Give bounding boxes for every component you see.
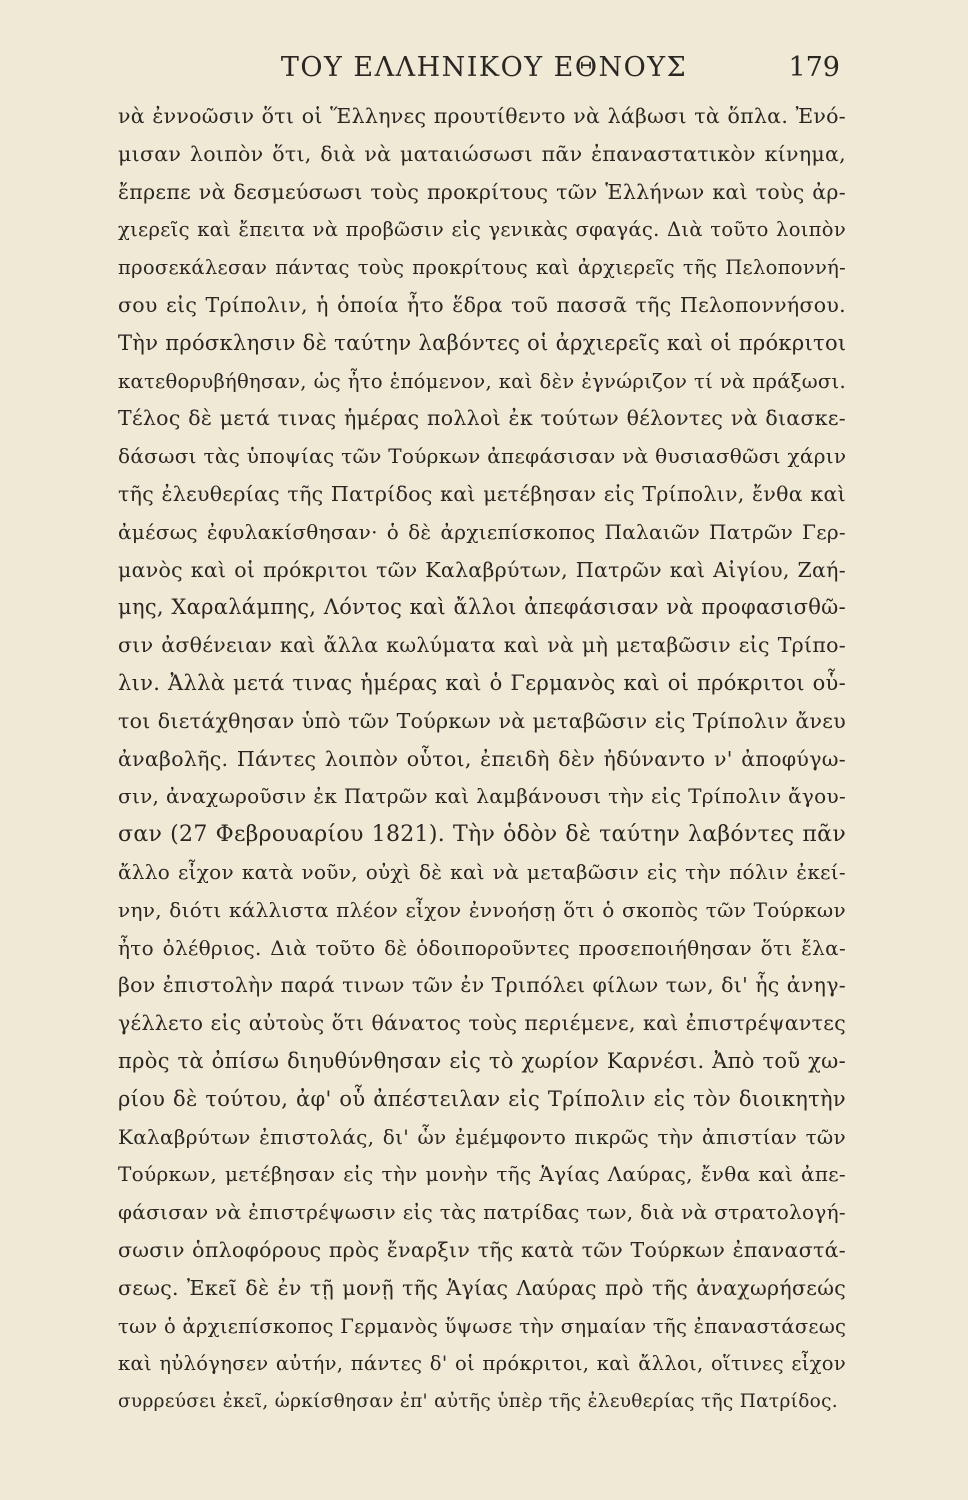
text-line: νην, διότι κάλλιστα πλέον εἶχον ἐννοήσῃ ὅτι ὁ σκοπὸς τῶν Τούρκων xyxy=(118,897,846,922)
text-line: Καλαβρύτων ἐπιστολάς, δι' ὧν ἐμέμφοντο πικρῶς τὴν ἀπιστίαν τῶν xyxy=(118,1124,846,1149)
text-line: φάσισαν νὰ ἐπιστρέψωσιν εἰς τὰς πατρίδας των, διὰ νὰ στρατολογή- xyxy=(118,1200,846,1225)
body-text xyxy=(118,98,846,1421)
text-line: σαν (27 Φεβρουαρίου 1821). Τὴν ὁδὸν δὲ ταύτην λαβόντες πᾶν xyxy=(118,822,846,848)
text-line: προσεκάλεσαν πάντας τοὺς προκρίτους καὶ ἀρχιερεῖς τῆς Πελοποννή- xyxy=(118,256,846,280)
text-line: σεως. Ἐκεῖ δὲ ἐν τῇ μονῇ τῆς Ἁγίας Λαύρας πρὸ τῆς ἀναχωρήσεώς xyxy=(118,1275,846,1300)
text-line: σωσιν ὁπλοφόρους πρὸς ἔναρξιν τῆς κατὰ τῶν Τούρκων ἐπαναστά- xyxy=(118,1237,846,1262)
text-line: ρίου δὲ τούτου, ἀφ' οὗ ἀπέστειλαν εἰς Τρίπολιν εἰς τὸν διοικητὴν xyxy=(118,1086,846,1111)
text-line: πρὸς τὰ ὀπίσω διηυθύνθησαν εἰς τὸ χωρίον Καρνέσι. Ἀπὸ τοῦ χω- xyxy=(118,1048,846,1073)
page-number: 179 xyxy=(788,52,840,83)
running-title: ΤΟΥ ΕΛΛΗΝΙΚΟΥ ΕΘΝΟΥΣ xyxy=(280,52,688,83)
text-line: γέλλετο εἰς αὐτοὺς ὅτι θάνατος τοὺς περιέμενε, καὶ ἐπιστρέψαντες xyxy=(118,1011,846,1036)
text-line: βον ἐπιστολὴν παρά τινων τῶν ἐν Τριπόλει φίλων των, δι' ἧς ἀνηγ- xyxy=(118,973,846,998)
text-line: Τέλος δὲ μετά τινας ἡμέρας πολλοὶ ἐκ τούτων θέλοντες νὰ διασκε- xyxy=(118,406,846,431)
text-line: των ὁ ἀρχιεπίσκοπος Γερμανὸς ὕψωσε τὴν σημαίαν τῆς ἐπαναστάσεως xyxy=(118,1314,847,1338)
text-line: ἀναβολῆς. Πάντες λοιπὸν οὗτοι, ἐπειδὴ δὲν ἠδύναντο ν' ἀποφύγω- xyxy=(118,746,846,771)
text-line: δάσωσι τὰς ὑποψίας τῶν Τούρκων ἀπεφάσισαν νὰ θυσιασθῶσι χάριν xyxy=(118,444,847,469)
text-line: τοι διετάχθησαν ὑπὸ τῶν Τούρκων νὰ μεταβῶσιν εἰς Τρίπολιν ἄνευ xyxy=(118,708,846,733)
text-line: σου εἰς Τρίπολιν, ἡ ὁποία ἦτο ἕδρα τοῦ πασσᾶ τῆς Πελοποννήσου. xyxy=(118,292,846,317)
text-line: Τούρκων, μετέβησαν εἰς τὴν μονὴν τῆς Ἁγίας Λαύρας, ἔνθα καὶ ἀπε- xyxy=(118,1162,846,1187)
text-line: κατεθορυβήθησαν, ὡς ἦτο ἑπόμενον, καὶ δὲν ἐγνώριζον τί νὰ πράξωσι. xyxy=(118,369,846,393)
text-line: συρρεύσει ἐκεῖ, ὡρκίσθησαν ἐπ' αὐτῆς ὑπὲρ τῆς ἐλευθερίας τῆς Πατρίδος. xyxy=(118,1391,838,1413)
text-line: ἦτο ὀλέθριος. Διὰ τοῦτο δὲ ὁδοιποροῦντες προσεποιήθησαν ὅτι ἔλα- xyxy=(118,935,846,960)
text-line: μανὸς καὶ οἱ πρόκριτοι τῶν Καλαβρύτων, Πατρῶν καὶ Αἰγίου, Ζαή- xyxy=(118,557,846,582)
text-line: Τὴν πρόσκλησιν δὲ ταύτην λαβόντες οἱ ἀρχιερεῖς καὶ οἱ πρόκριτοι xyxy=(118,330,847,355)
text-line: λιν. Ἀλλὰ μετά τινας ἡμέρας καὶ ὁ Γερμανὸς καὶ οἱ πρόκριτοι οὗ- xyxy=(118,670,846,695)
page-header xyxy=(0,52,968,92)
text-line: σιν, ἀναχωροῦσιν ἐκ Πατρῶν καὶ λαμβάνουσι τὴν εἰς Τρίπολιν ἄγου- xyxy=(118,784,846,809)
text-line: ἄλλο εἶχον κατὰ νοῦν, οὐχὶ δὲ καὶ νὰ μεταβῶσιν εἰς τὴν πόλιν ἐκεί- xyxy=(118,859,846,884)
text-line: καὶ ηὐλόγησεν αὐτήν, πάντες δ' οἱ πρόκριτοι, καὶ ἄλλοι, οἵτινες εἶχον xyxy=(118,1352,846,1376)
text-line: χιερεῖς καὶ ἔπειτα νὰ προβῶσιν εἰς γενικὰς σφαγάς. Διὰ τοῦτο λοιπὸν xyxy=(118,218,846,242)
text-line: τῆς ἐλευθερίας τῆς Πατρίδος καὶ μετέβησαν εἰς Τρίπολιν, ἔνθα καὶ xyxy=(118,481,846,506)
text-line: μισαν λοιπὸν ὅτι, διὰ νὰ ματαιώσωσι πᾶν ἐπαναστατικὸν κίνημα, xyxy=(118,141,846,166)
text-line: ἀμέσως ἐφυλακίσθησαν· ὁ δὲ ἀρχιεπίσκοπος Παλαιῶν Πατρῶν Γερ- xyxy=(118,519,846,544)
text-line: μης, Χαραλάμπης, Λόντος καὶ ἄλλοι ἀπεφάσισαν νὰ προφασισθῶ- xyxy=(118,595,846,620)
text-line: σιν ἀσθένειαν καὶ ἄλλα κωλύματα καὶ νὰ μὴ μεταβῶσιν εἰς Τρίπο- xyxy=(118,633,846,658)
text-line: νὰ ἐννοῶσιν ὅτι οἱ Ἕλληνες προυτίθεντο νὰ λάβωσι τὰ ὅπλα. Ἐνό- xyxy=(118,104,846,128)
text-line: ἔπρεπε νὰ δεσμεύσωσι τοὺς προκρίτους τῶν Ἑλλήνων καὶ τοὺς ἀρ- xyxy=(118,179,846,204)
